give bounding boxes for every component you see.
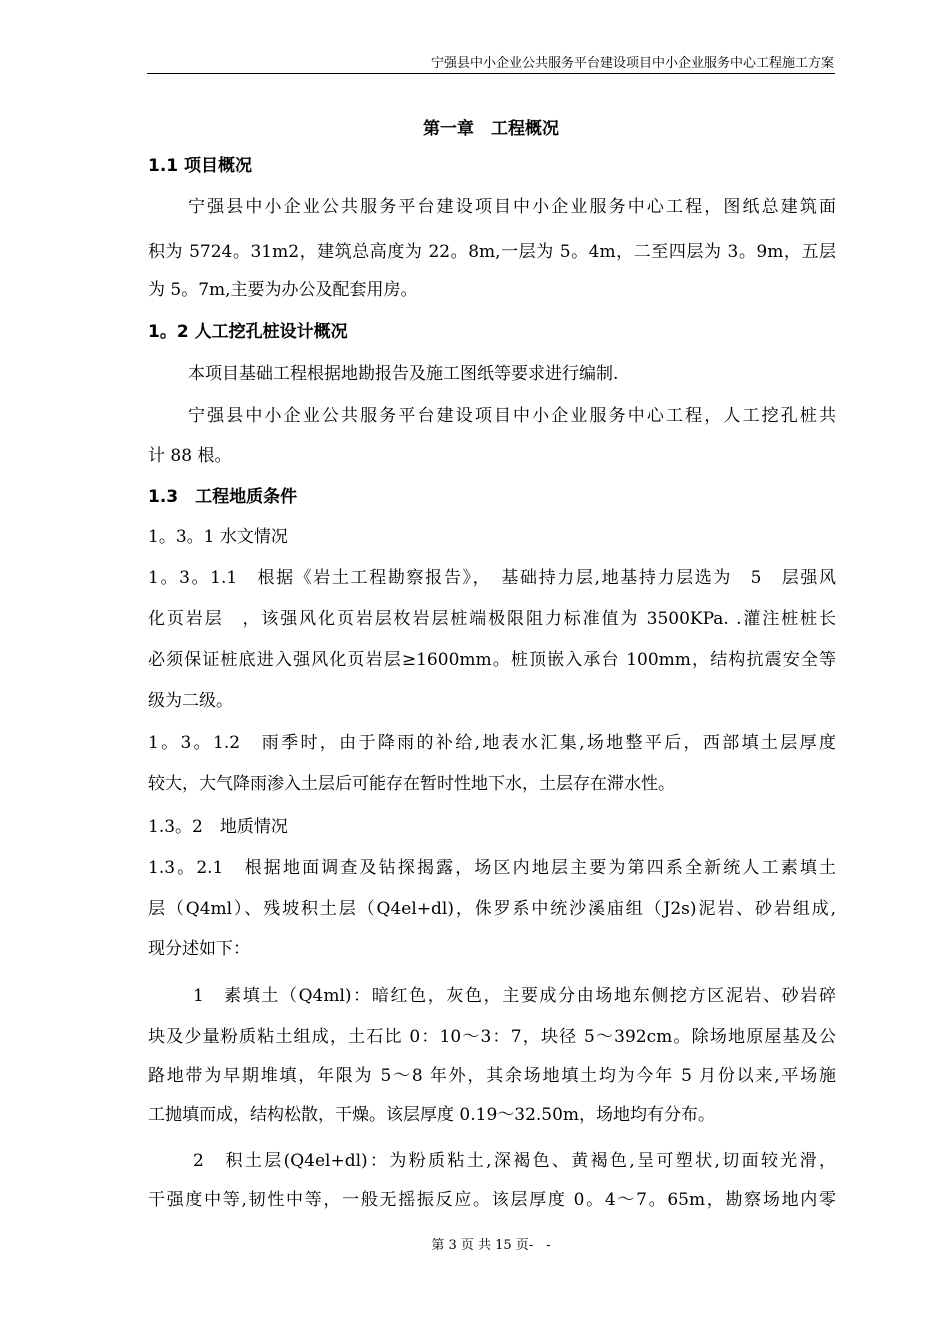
section-heading-1-1: 1.1 项目概况: [148, 156, 253, 176]
paragraph-line: 本项目基础工程根据地勘报告及施工图纸等要求进行编制.: [188, 364, 619, 384]
list-item-line: 1 素填土（Q4ml)：暗红色，灰色，主要成分由场地东侧挖方区泥岩、砂岩碎: [193, 986, 836, 1006]
running-header: 宁强县中小企业公共服务平台建设项目中小企业服务中心工程施工方案: [430, 56, 834, 71]
paragraph-line: 路地带为早期堆填，年限为 5～8 年外，其余场地填土均为今年 5 月份以来,平场施: [148, 1066, 836, 1086]
chapter-title: 第一章 工程概况: [423, 119, 559, 139]
paragraph-line: 干强度中等,韧性中等，一般无摇振反应。该层厚度 0。4～7。65m，勘察场地内零: [148, 1190, 836, 1210]
paragraph-line: 为 5。7m,主要为办公及配套用房。: [148, 280, 418, 300]
subsection-heading-1-3-1: 1。3。1 水文情况: [148, 527, 288, 547]
paragraph-line: 层（Q4ml）、残坡积土层（Q4el+dl)，侏罗系中统沙溪庙组（J2s)泥岩、砂岩组成,: [148, 899, 836, 919]
section-heading-1-3: 1.3 工程地质条件: [148, 487, 298, 507]
section-heading-1-2: 1。2 人工挖孔桩设计概况: [148, 322, 348, 342]
paragraph-line: 化页岩层 ，该强风化页岩层枚岩层桩端极限阻力标准值为 3500KPa. .灌注桩桩长: [148, 609, 836, 629]
paragraph-line: 工抛填而成，结构松散，干燥。该层厚度 0.19～32.50m，场地均有分布。: [148, 1105, 716, 1125]
subsection-heading-1-3-2: 1.3。2 地质情况: [148, 817, 288, 837]
paragraph-line: 1。3。1.1 根据《岩土工程勘察报告》， 基础持力层,地基持力层选为 5 层强风: [148, 568, 836, 588]
paragraph-line: 级为二级。: [148, 691, 233, 711]
paragraph-line: 现分述如下：: [148, 939, 250, 959]
paragraph-line: 必须保证桩底进入强风化页岩层≥1600mm。桩顶嵌入承台 100mm，结构抗震安全等: [148, 650, 836, 670]
paragraph-line: 块及少量粉质粘土组成，土石比 0：10～3：7，块径 5～392cm。除场地原屋基及公: [148, 1027, 836, 1047]
list-item-line: 2 积土层(Q4el+dl)：为粉质粘土,深褐色、黄褐色,呈可塑状,切面较光滑，: [193, 1151, 836, 1171]
paragraph-line: 1.3。2.1 根据地面调查及钻探揭露，场区内地层主要为第四系全新统人工素填土: [148, 858, 836, 878]
header-divider: [147, 73, 835, 74]
paragraph-line: 宁强县中小企业公共服务平台建设项目中小企业服务中心工程，图纸总建筑面: [188, 197, 836, 217]
paragraph-line: 积为 5724。31m2，建筑总高度为 22。8m,一层为 5。4m，二至四层为 3。9m，五层: [148, 242, 836, 262]
page-footer: 第 3 页 共 15 页- -: [431, 1238, 551, 1253]
paragraph-line: 1。3。1.2 雨季时，由于降雨的补给,地表水汇集,场地整平后，西部填土层厚度: [148, 733, 836, 753]
paragraph-line: 较大，大气降雨渗入土层后可能存在暂时性地下水，土层存在滞水性。: [148, 774, 675, 794]
paragraph-line: 宁强县中小企业公共服务平台建设项目中小企业服务中心工程，人工挖孔桩共: [188, 406, 836, 426]
paragraph-line: 计 88 根。: [148, 446, 232, 466]
